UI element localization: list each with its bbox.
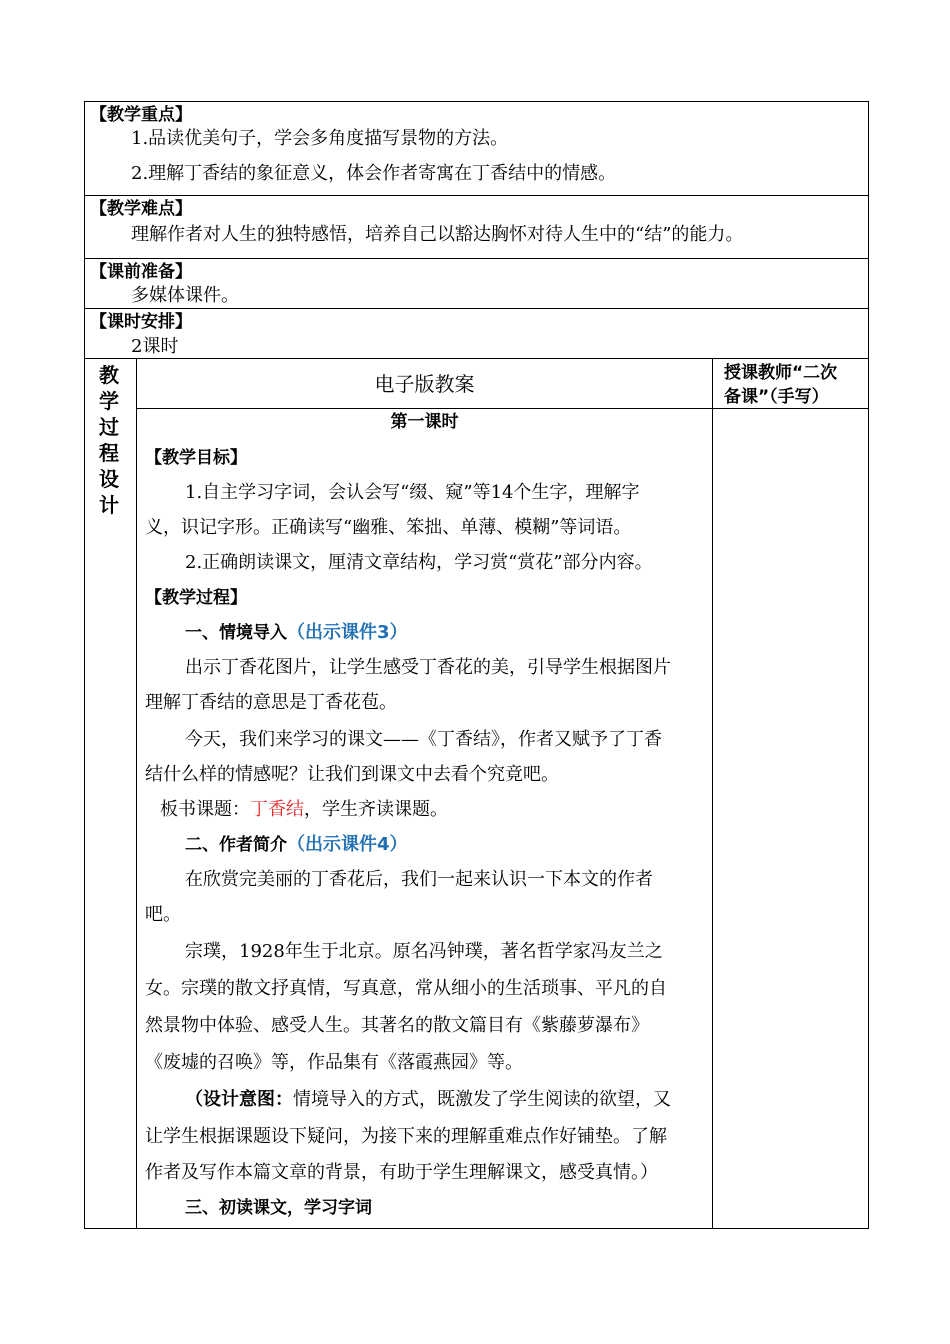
key-points-heading: 【教学重点】 <box>90 105 192 125</box>
side-label-char: 过 <box>99 415 119 439</box>
main-column-header: 电子版教案 <box>374 372 475 396</box>
step-2-para-1-line-1: 在欣赏完美丽的丁香花后，我们一起来认识一下本文的作者 <box>185 869 653 890</box>
table-border-bottom <box>84 1228 869 1229</box>
difficulty-text: 理解作者对人生的独特感悟，培养自己以豁达胸怀对待人生中的“结”的能力。 <box>131 224 744 245</box>
design-intent-line-3: 作者及写作本篇文章的背景，有助于学生理解课文，感受真情。） <box>145 1162 658 1183</box>
step-1-para-2-line-1: 今天，我们来学习的课文——《丁香结》，作者又赋予了丁香 <box>185 729 662 750</box>
board-prefix: 板书课题： <box>160 799 250 820</box>
design-intent-line-1 <box>185 1089 671 1111</box>
row-divider <box>84 358 869 359</box>
step-3-title: 三、初读课文，学习字词 <box>185 1198 372 1218</box>
procedure-heading: 【教学过程】 <box>145 588 247 608</box>
lesson-title: 第一课时 <box>390 412 459 432</box>
column-divider <box>136 358 137 1228</box>
header-divider <box>136 408 869 409</box>
step-1-para-2-line-2: 结什么样的情感呢？让我们到课文中去看个究竟吧。 <box>145 764 559 785</box>
design-intent-text: 情境导入的方式，既激发了学生阅读的欲望，又 <box>293 1089 671 1110</box>
process-side-label <box>86 362 132 518</box>
design-intent-label: （设计意图： <box>185 1089 293 1110</box>
row-divider <box>84 258 869 259</box>
step-1-courseware-note: （出示课件3） <box>287 622 408 643</box>
schedule-heading: 【课时安排】 <box>90 312 192 332</box>
step-2-title: 二、作者简介 <box>185 835 287 855</box>
goal-1-line-1: 1.自主学习字词，会认会写“缀、窥”等14个生字，理解字 <box>185 482 640 503</box>
difficulty-heading: 【教学难点】 <box>90 199 192 219</box>
step-1-heading <box>185 622 408 644</box>
author-bio-line-4: 《废墟的召唤》等，作品集有《落霞燕园》等。 <box>145 1052 523 1073</box>
step-2-para-1-line-2: 吧。 <box>145 904 181 925</box>
row-divider <box>84 195 869 196</box>
goal-1-line-2: 义，识记字形。正确读写“幽雅、笨拙、单薄、模糊”等词语。 <box>145 517 632 538</box>
right-column-header-line1: 授课教师“二次 <box>724 363 838 383</box>
goals-heading: 【教学目标】 <box>145 448 247 468</box>
side-label-char: 程 <box>99 441 119 465</box>
board-title-line <box>160 799 448 821</box>
author-bio-line-3: 然景物中体验、感受人生。其著名的散文篇目有《紫藤萝瀑布》 <box>145 1015 649 1036</box>
right-column-header-line2: 备课”（手写） <box>724 387 829 407</box>
table-border-right <box>868 101 869 1229</box>
side-label-char: 计 <box>99 493 119 517</box>
table-border-left <box>84 101 85 1229</box>
key-point-item: 2.理解丁香结的象征意义，体会作者寄寓在丁香结中的情感。 <box>131 163 617 184</box>
key-point-item: 1.品读优美句子，学会多角度描写景物的方法。 <box>131 128 509 149</box>
design-intent-line-2: 让学生根据课题设下疑问，为接下来的理解重难点作好铺垫。了解 <box>145 1126 667 1147</box>
board-suffix: ，学生齐读课题。 <box>304 799 448 820</box>
step-1-para-1-line-1: 出示丁香花图片，让学生感受丁香花的美，引导学生根据图片 <box>185 657 671 678</box>
board-title: 丁香结 <box>250 799 304 820</box>
step-2-heading <box>185 834 408 856</box>
column-divider <box>712 358 713 1228</box>
side-label-char: 教 <box>99 363 119 387</box>
table-border-top <box>84 101 869 102</box>
author-bio-line-1: 宗璞，1928年生于北京。原名冯钟璞，著名哲学家冯友兰之 <box>185 941 663 962</box>
preparation-heading: 【课前准备】 <box>90 262 192 282</box>
side-label-char: 学 <box>99 389 119 413</box>
step-1-title: 一、情境导入 <box>185 623 287 643</box>
row-divider <box>84 308 869 309</box>
side-label-char: 设 <box>99 467 119 491</box>
preparation-text: 多媒体课件。 <box>131 285 239 306</box>
author-bio-line-2: 女。宗璞的散文抒真情，写真意，常从细小的生活琐事、平凡的自 <box>145 978 667 999</box>
schedule-text: 2课时 <box>131 336 179 357</box>
goal-2: 2.正确朗读课文，厘清文章结构，学习赏“赏花”部分内容。 <box>185 552 653 573</box>
step-1-para-1-line-2: 理解丁香结的意思是丁香花苞。 <box>145 692 397 713</box>
step-2-courseware-note: （出示课件4） <box>287 834 408 855</box>
